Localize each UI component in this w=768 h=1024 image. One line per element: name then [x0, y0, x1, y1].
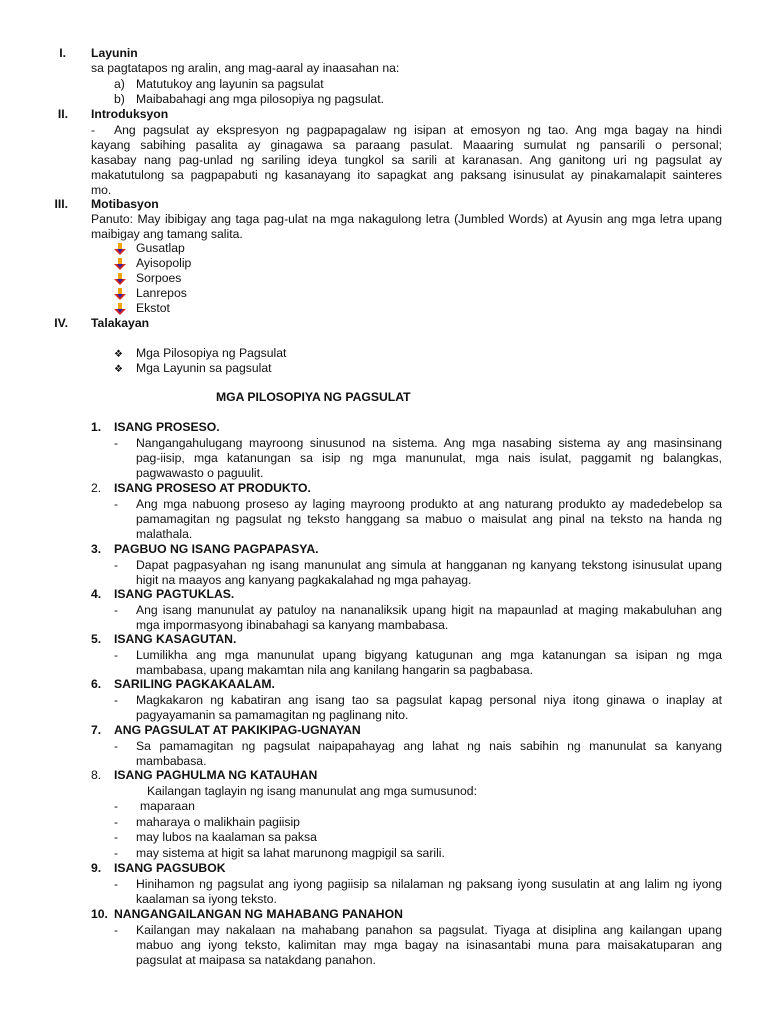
section-intro: sa pagtatapos ng aralin, ang mag-aaral ay inaasahan na: [91, 61, 400, 75]
arrow-bullet-icon [114, 273, 126, 285]
item-number: 9. [91, 861, 102, 875]
arrow-bullet-icon [114, 243, 126, 255]
dash-marker: - [114, 799, 119, 813]
dash-marker: - [114, 558, 119, 572]
item-number: 4. [91, 587, 102, 601]
item-number: 3. [91, 542, 102, 556]
arrow-bullet-icon [114, 258, 126, 270]
section-number: II. [57, 107, 68, 121]
item-number: 5. [91, 632, 102, 646]
item-line: higit na maayos ang kanyang pagkakalahad ng mga pahayag. [136, 573, 472, 587]
intro-paragraph-line: kasabay nang pag-unlad ng sariling ideya tungkol sa sarili at karanasan. Ang ganitong uri ng pagsulat ay [91, 153, 722, 167]
item-line: mabuo ang iyong teksto, kalimitan may mga bagay na isinasantabi muna para maisakatuparan ang [136, 938, 722, 952]
topic-bullet: Mga Layunin sa pagsulat [136, 361, 272, 375]
section-number: IV. [54, 316, 68, 330]
diamond-bullet-icon: ❖ [114, 349, 123, 360]
item-title: ISANG PAGTUKLAS. [114, 587, 235, 601]
dash-marker: - [114, 815, 119, 829]
dash-marker: - [114, 739, 119, 753]
section-title: Introduksyon [91, 107, 169, 121]
item-title: ISANG PROSESO AT PRODUKTO. [114, 481, 311, 495]
item-line: mga impormasyong ibinabahagi sa kanyang mambabasa. [136, 618, 449, 632]
item-number: 10. [91, 907, 108, 921]
trait-item: may lubos na kaalaman sa paksa [136, 830, 317, 844]
item-number: 2. [91, 481, 102, 495]
section-number: III. [54, 197, 68, 211]
item-title: PAGBUO NG ISANG PAGPAPASYA. [114, 542, 319, 556]
item-title: ISANG PAGHULMA NG KATAUHAN [114, 768, 318, 782]
dash-marker: - [114, 436, 119, 450]
item-line: kaalaman sa iyong teksto. [136, 892, 277, 906]
item-title: SARILING PAGKAKAALAM. [114, 677, 275, 691]
item-line: Sa pamamagitan ng pagsulat naipapahayag ang lahat ng nais sabihin ng manunulat sa kanyang [136, 739, 722, 753]
objective-item: Maibabahagi ang mga pilosopiya ng pagsulat. [136, 92, 384, 106]
item-title: ISANG PROSESO. [114, 420, 220, 434]
dash-marker: - [114, 497, 119, 511]
jumbled-word: Sorpoes [136, 271, 182, 285]
section-title: Motibasyon [91, 197, 159, 211]
instruction-line: maibigay ang tamang salita. [91, 227, 243, 241]
item-line: Dapat pagpasyahan ng isang manunulat ang simula at hangganan ng kanyang tekstong isinusulat upang [136, 558, 722, 572]
section-title: Layunin [91, 46, 138, 60]
dash-marker: - [114, 693, 119, 707]
arrow-bullet-icon [114, 303, 126, 315]
item-line: Ang isang manunulat ay patuloy na nananaliksik upang higit na mapaunlad at maging makabuluhan ang [136, 603, 722, 617]
item-line: Lumilikha ang mga manunulat upang bigyang katugunan ang mga katanungan sa isipan ng mga [136, 648, 722, 662]
item-line: pagwawasto o paguulit. [136, 466, 264, 480]
trait-item: maharaya o malikhain pagiisip [136, 815, 300, 829]
instruction-line: Panuto: May ibibigay ang taga pag-ulat na mga nakagulong letra (Jumbled Words) at Ayusin ang mga letra upang [91, 212, 722, 226]
page-heading: MGA PILOSOPIYA NG PAGSULAT [216, 390, 411, 404]
jumbled-word: Lanrepos [136, 286, 187, 300]
objective-item-marker: b) [114, 92, 125, 106]
item-title: NANGANGAILANGAN NG MAHABANG PANAHON [114, 907, 403, 921]
item-title: ISANG KASAGUTAN. [114, 632, 237, 646]
section-title: Talakayan [91, 316, 150, 330]
item-line: pagsulat at maipasa sa natakdang panahon. [136, 953, 376, 967]
item-line: malathala. [136, 527, 193, 541]
trait-item: may sistema at higit sa lahat marunong magpigil sa sarili. [136, 846, 445, 860]
item-line: Hinihamon ng pagsulat ang iyong pagiisip sa nilalaman ng paksang iyong susulatin at ang lalim ng iyong [136, 877, 722, 891]
jumbled-word: Gusatlap [136, 241, 185, 255]
item-line: Kailangan may nakalaan na mahabang panahon sa pagsulat. Tiyaga at disiplina ang kailangan upang [136, 923, 722, 937]
dash-marker: - [114, 877, 119, 891]
intro-paragraph-line: makatutulong sa pagpapabuti ng kasanayang ito sapagkat ang paksang isinusulat ay pinakamalapit sainteres [91, 168, 722, 182]
dash-marker: - [114, 846, 119, 860]
item-line: mambabasa. [136, 754, 207, 768]
dash-marker: - [114, 603, 119, 617]
trait-item: maparaan [140, 799, 195, 813]
topic-bullet: Mga Pilosopiya ng Pagsulat [136, 346, 287, 360]
dash-marker: - [114, 923, 119, 937]
objective-item-marker: a) [114, 77, 125, 91]
item-line: Ang mga nabuong proseso ay laging mayroong produkto at ang naturang produkto ay madedebelop sa [136, 497, 722, 511]
item-intro: Kailangan taglayin ng isang manunulat ang mga sumusunod: [147, 784, 477, 798]
item-line: Magkakaron ng kabatiran ang isang tao sa pagsulat kapag personal niya itong ginawa o inaplay at [136, 693, 722, 707]
dash-marker: - [114, 830, 119, 844]
intro-paragraph-line: mo. [91, 183, 112, 197]
intro-paragraph-line: kayang sabihing pasalita ay ginagawa sa paraang pasulat. Maaaring sumulat ng pansarili o personal; [91, 138, 722, 152]
item-line: pag-iisip, mga katanungan sa isip ng mga manunulat, mga nais isulat, paggamit ng balangkas, [136, 451, 722, 465]
diamond-bullet-icon: ❖ [114, 364, 123, 375]
item-line: mambabasa, upang makamtan nila ang kanilang hangarin sa pagbabasa. [136, 663, 534, 677]
jumbled-word: Ekstot [136, 301, 170, 315]
dash-marker: - [91, 123, 96, 137]
objective-item: Matutukoy ang layunin sa pagsulat [136, 77, 324, 91]
section-number: I. [59, 46, 66, 60]
item-number: 6. [91, 677, 102, 691]
item-number: 7. [91, 723, 102, 737]
jumbled-word: Ayisopolip [136, 256, 192, 270]
item-line: pagyayamanin sa pamamagitan ng paglinang nito. [136, 708, 409, 722]
item-title: ISANG PAGSUBOK [114, 861, 226, 875]
item-line: pamamagitan ng pagsulat ng teksto hanggang sa mabuo o maisulat ang pinal na teksto na handa ng [136, 512, 722, 526]
item-number: 8. [91, 768, 102, 782]
item-title: ANG PAGSULAT AT PAKIKIPAG-UGNAYAN [114, 723, 361, 737]
arrow-bullet-icon [114, 288, 126, 300]
item-line: Nangangahulugang mayroong sinusunod na sistema. Ang mga nasabing sistema ay ang masinsinang [136, 436, 722, 450]
intro-paragraph-line: Ang pagsulat ay ekspresyon ng pagpapagalaw ng isipan at emosyon ng tao. Ang mga bagay na hindi [114, 123, 722, 137]
item-number: 1. [91, 420, 102, 434]
dash-marker: - [114, 648, 119, 662]
